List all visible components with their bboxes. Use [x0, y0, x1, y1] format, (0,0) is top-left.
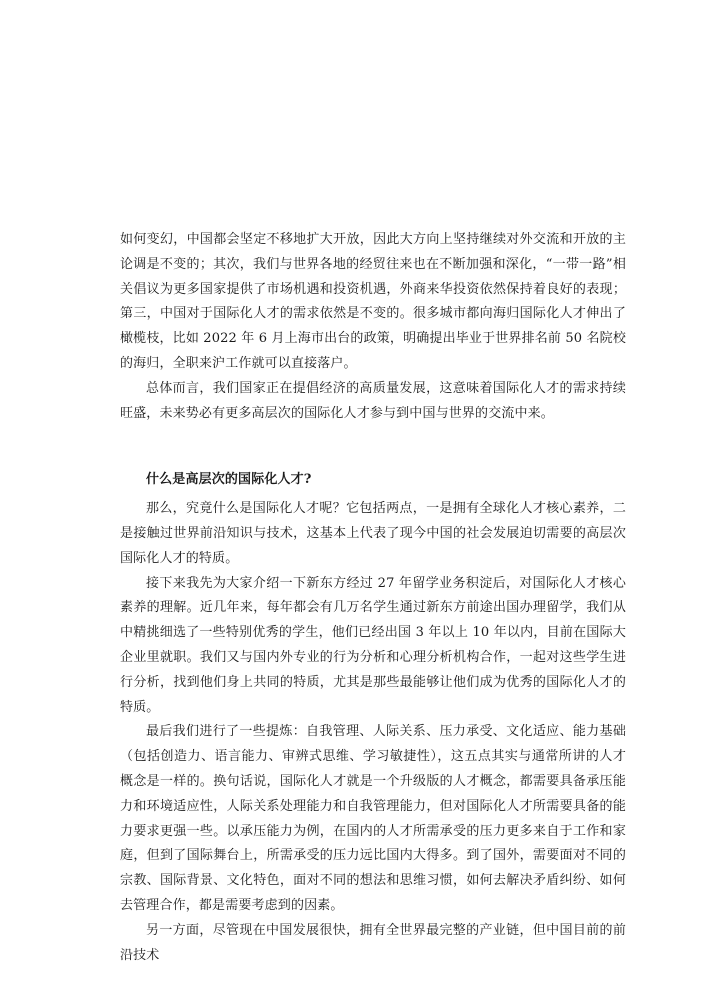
paragraph-3: 那么，究竟什么是国际化人才呢？它包括两点，一是拥有全球化人才核心素养，二是接触过世界前沿知识与技术，这基本上代表了现今中国的社会发展迫切需要的高层次国际化人才的特质。 [120, 501, 626, 566]
paragraph-1: 如何变幻，中国都会坚定不移地扩大开放，因此大方向上坚持继续对外交流和开放的主论调是不变的；其次，我们与世界各地的经贸往来也在不断加强和深化，“一带一路”相关倡议为更多国家提供了市场机遇和投资机遇，外商来华投资依然保持着良好的表现；第三，中国对于国际化人才的需求依然是不变的。很多城市都向海归国际化人才伸出了橄榄枝，比如 2022 年 6 月上海市出台的政策，明确提出毕业于世界排名前 50 名院校的海归，全职来沪工作就可以直接落户。 [120, 232, 626, 371]
paragraph-2: 总体而言，我们国家正在提倡经济的高质量发展，这意味着国际化人才的需求持续旺盛，未来势必有更多高层次的国际化人才参与到中国与世界的交流中来。 [120, 380, 626, 421]
section-heading: 什么是高层次的国际化人才? [146, 472, 312, 488]
paragraph-5: 最后我们进行了一些提炼：自我管理、人际关系、压力承受、文化适应、能力基础（包括创造力、语言能力、审辨式思维、学习敏捷性），这五点其实与通常所讲的人才概念是一样的。换句话说，国际化人才就是一个升级版的人才概念，都需要具备承压能力和环境适应性，人际关系处理能力和自我管理能力，但对国际化人才所需要具备的能力要求更强一些。以承压能力为例，在国内的人才所需承受的压力更多来自于工作和家庭，但到了国际舞台上，所需承受的压力远比国内大得多。到了国外，需要面对不同的宗教、国际背景、文化特色，面对不同的想法和思维习惯，如何去解决矛盾纠纷、如何去管理合作，都是需要考虑到的因素。 [120, 724, 626, 913]
paragraph-4: 接下来我先为大家介绍一下新东方经过 27 年留学业务积淀后，对国际化人才核心素养的理解。近几年来，每年都会有几万名学生通过新东方前途出国办理留学，我们从中精挑细选了一些特别优秀的学生，他们已经出国 3 年以上 10 年以内，目前在国际大企业里就职。我们又与国内外专业的行为分析和心理分析机构合作，一起对这些学生进行分析，找到他们身上共同的特质，尤其是那些最能够让他们成为优秀的国际化人才的特质。 [120, 575, 626, 715]
document-body [120, 228, 626, 968]
paragraph-6: 另一方面，尽管现在中国发展很快，拥有全世界最完整的产业链，但中国目前的前沿技术 [120, 922, 626, 963]
